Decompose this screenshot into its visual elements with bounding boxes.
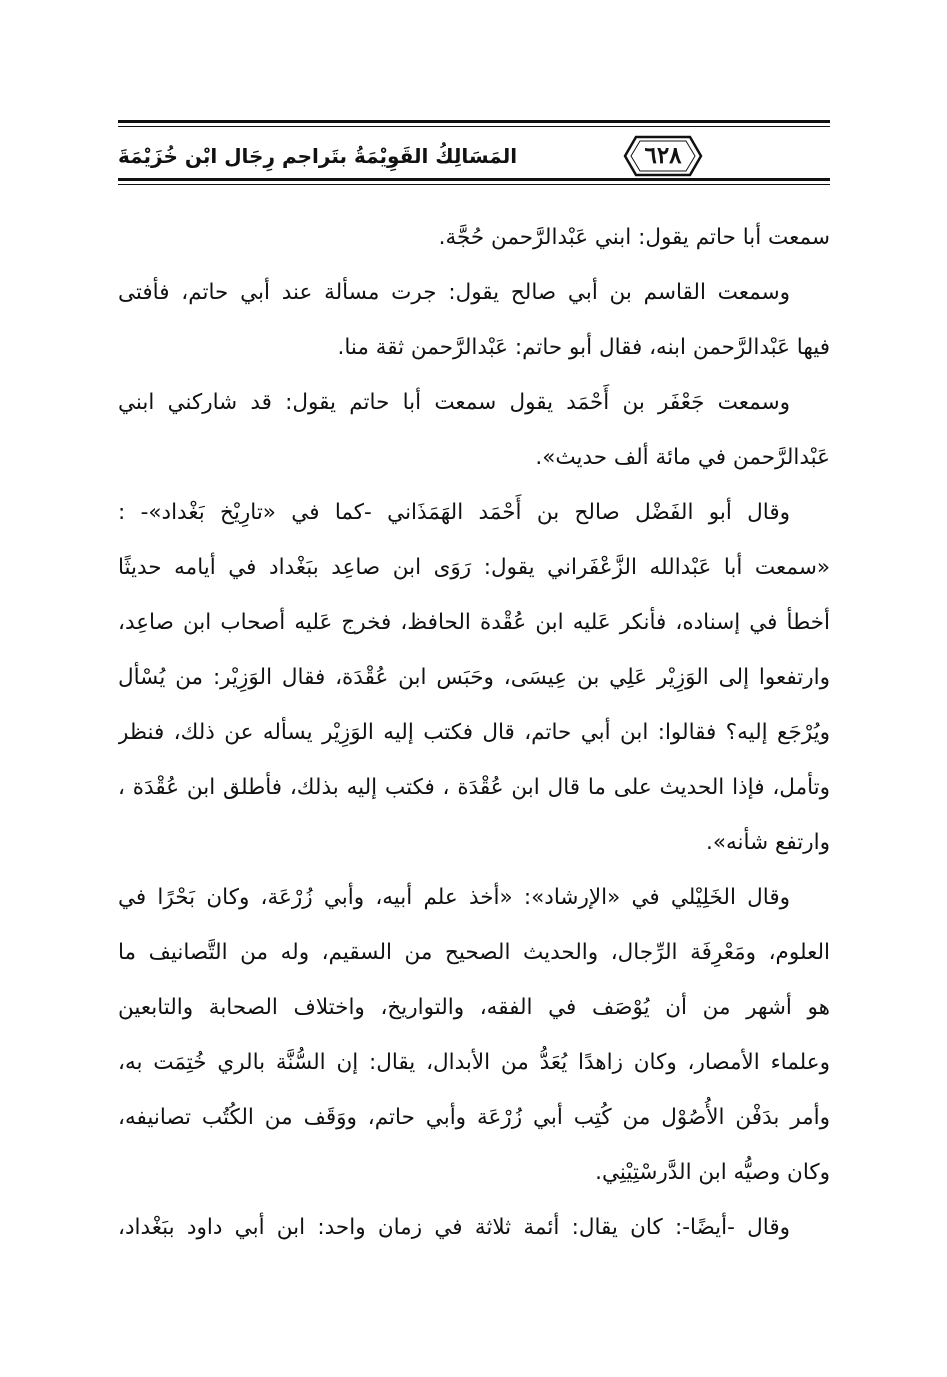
text-line: وعلماء الأمصار، وكان زاهدًا يُعَدُّ من الأبدال، يقال: إن السُّنَّة بالري خُتِمَت به، [118,1050,830,1075]
header-top-thick-rule [118,120,830,123]
running-header [118,118,830,198]
text-line: عَبْدالرَّحمن في مائة ألف حديث». [535,445,830,470]
text-line: العلوم، ومَعْرِفَة الرِّجال، والحديث الصحيح من السقيم، وله من التَّصانيف ما [118,940,830,965]
book-title: المَسَالِكُ القَوِيْمَةُ بتَراجم رِجَال ابْن خُزَيْمَةَ [118,144,518,168]
text-line: «سمعت أبا عَبْدالله الزَّعْفَراني يقول: رَوَى ابن صاعِد ببَغْداد في أيامه حديثًا [118,555,830,580]
text-line: وسمعت القاسم بن أبي صالح يقول: جرت مسألة عند أبي حاتم، فأفتى [118,280,790,305]
text-line: وارتفعوا إلى الوَزِيْر عَلِي بن عِيسَى، وحَبَس ابن عُقْدَة، فقال الوَزِيْر: من يُسْأل [118,665,830,690]
header-top-thin-rule [118,126,830,127]
text-line: سمعت أبا حاتم يقول: ابني عَبْدالرَّحمن حُجَّة. [438,225,830,250]
text-line: وكان وصيُّه ابن الدَّرسْتِيْنِي. [595,1160,830,1185]
text-line: وارتفع شأنه». [706,830,830,855]
text-line: ويُرْجَع إليه؟ فقالوا: ابن أبي حاتم، قال فكتب إليه الوَزِيْر يسأله عن ذلك، فنظر [118,720,830,745]
page-number: ٦٢٨ [644,142,682,169]
text-line: وأمر بدَفْن الأُصُوْل من كُتِب أبي زُرْعَة وأبي حاتم، ووَقَف من الكُتُب تصانيفه، [118,1105,830,1130]
page-number-ornament [622,134,704,178]
text-line: وقال -أيضًا-: كان يقال: أئمة ثلاثة في زمان واحد: ابن أبي داود ببَغْداد، [118,1215,790,1240]
text-line: فيها عَبْدالرَّحمن ابنه، فقال أبو حاتم: عَبْدالرَّحمن ثقة منا. [337,335,830,360]
text-line: أخطأ في إسناده، فأنكر عَليه ابن عُقْدة الحافظ، فخرج عَليه أصحاب ابن صاعِد، [118,610,830,635]
text-line: وقال الخَلِيْلي في «الإرشاد»: «أخذ علم أبيه، وأبي زُرْعَة، وكان بَحْرًا في [118,885,790,910]
text-line: هو أشهر من أن يُوْصَف في الفقه، والتواريخ، واختلاف الصحابة والتابعين [118,995,830,1020]
text-line: وتأمل، فإذا الحديث على ما قال ابن عُقْدَة ، فكتب إليه بذلك، فأطلق ابن عُقْدَة ، [118,775,830,800]
text-line: وقال أبو الفَضْل صالح بن أَحْمَد الهَمَذَاني -كما في «تارِيْخ بَغْداد»- : [118,500,790,525]
header-bottom-thick-rule [118,178,830,181]
text-line: وسمعت جَعْفَر بن أَحْمَد يقول سمعت أبا حاتم يقول: قد شاركني ابني [118,390,790,415]
body-text [118,210,830,1255]
header-bottom-thin-rule [118,184,830,185]
